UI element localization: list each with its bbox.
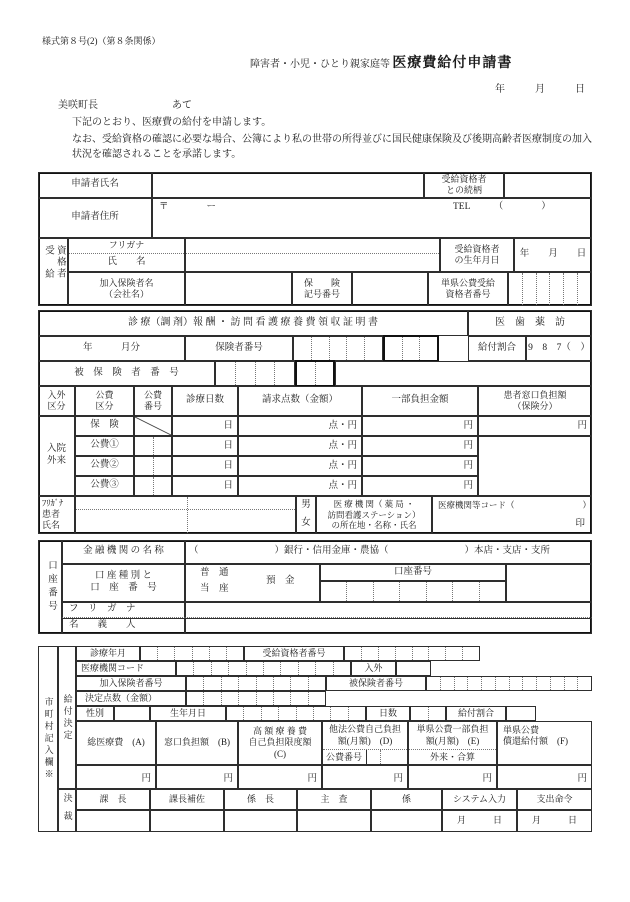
inout-row-label: 入院 外来 bbox=[38, 416, 75, 496]
digit-cell[interactable] bbox=[509, 677, 523, 690]
digit-cell[interactable] bbox=[263, 662, 280, 675]
digit-cell[interactable] bbox=[308, 692, 325, 705]
digit-cell[interactable] bbox=[280, 662, 297, 675]
digit-cell[interactable] bbox=[428, 707, 446, 720]
col-d-subrow: 公費番号 bbox=[323, 750, 407, 766]
row-kohi2-copay[interactable]: 円 bbox=[362, 456, 478, 476]
date-line[interactable]: 年 月 日 bbox=[495, 84, 585, 95]
digit-cell[interactable] bbox=[278, 707, 295, 720]
digit-cell[interactable] bbox=[522, 677, 536, 690]
col-e-value[interactable]: 円 bbox=[408, 765, 497, 789]
dotted-divider bbox=[187, 497, 188, 533]
col-inout-header: 入外 区分 bbox=[38, 386, 75, 416]
relation-label: 受給資格者 との続柄 bbox=[424, 172, 504, 198]
digit-cell[interactable] bbox=[467, 677, 481, 690]
provider-label: 医 療 機 関（ 薬 局 ・ 訪問看護ステーション） の所在地・名称・氏名 bbox=[316, 496, 432, 534]
digit-cell[interactable] bbox=[235, 362, 255, 385]
insurer-number-digits[interactable] bbox=[293, 336, 383, 361]
digit-cell[interactable] bbox=[440, 677, 454, 690]
digit-cell[interactable] bbox=[509, 273, 522, 305]
form-title bbox=[250, 55, 512, 73]
digit-cell[interactable] bbox=[402, 337, 420, 360]
digit-cell[interactable] bbox=[226, 647, 243, 660]
digit-cell[interactable] bbox=[452, 582, 478, 601]
col-f-value[interactable]: 円 bbox=[497, 765, 592, 789]
col-days-header: 診療日数 bbox=[172, 386, 238, 416]
sex-field2[interactable] bbox=[114, 706, 150, 721]
digit-cell[interactable] bbox=[203, 677, 220, 690]
digit-cell[interactable] bbox=[311, 337, 329, 360]
digit-cell[interactable] bbox=[462, 647, 479, 660]
col-d-header: 他法公費自己負担 額(月額) (D) 公費番号 bbox=[322, 721, 408, 765]
row-hoken-label: 保 険 bbox=[75, 416, 134, 436]
benefit-rate-value[interactable]: 9 8 7（ ） bbox=[526, 336, 592, 361]
account-type-toza[interactable]: 当 座 bbox=[200, 584, 229, 594]
service-month-digits[interactable] bbox=[140, 646, 244, 661]
sex-label2: 性別 bbox=[76, 706, 114, 721]
row-hoken-points[interactable]: 点・円 bbox=[238, 416, 362, 436]
col-a-value[interactable]: 円 bbox=[76, 765, 156, 789]
col-a-header: 総医療費 (A) bbox=[76, 721, 156, 765]
form-title-main: 医療費給付申請書 bbox=[392, 56, 513, 71]
digit-cell[interactable] bbox=[273, 677, 290, 690]
approval-col-kakaricho: 係 長 bbox=[224, 789, 297, 810]
kohi-number-digits[interactable] bbox=[366, 750, 393, 766]
digit-cell[interactable] bbox=[412, 647, 429, 660]
digit-cell[interactable] bbox=[333, 662, 350, 675]
provider-code-label2: 医療機関コード bbox=[76, 661, 176, 676]
pref-number-label: 単県公費受給 資格者番号 bbox=[428, 272, 508, 306]
row-kohi3-points[interactable]: 点・円 bbox=[238, 476, 362, 496]
digit-cell[interactable] bbox=[274, 362, 294, 385]
approval-stamp-cell[interactable] bbox=[76, 810, 150, 832]
digit-cell[interactable] bbox=[216, 362, 235, 385]
digit-cell[interactable] bbox=[364, 337, 382, 360]
digit-cell[interactable] bbox=[395, 647, 412, 660]
seal-mark: 印 bbox=[575, 519, 585, 530]
pref-number-digits[interactable] bbox=[508, 272, 592, 306]
digit-cell[interactable] bbox=[313, 707, 330, 720]
recipient-name-text: 氏 名 bbox=[107, 257, 146, 268]
insurer-number-label: 保険者番号 bbox=[185, 336, 293, 361]
certificate-category[interactable]: 医 歯 薬 訪 bbox=[468, 310, 592, 336]
row-kohi1-label: 公費① bbox=[75, 436, 134, 456]
digit-cell[interactable] bbox=[228, 662, 245, 675]
insurance-number-field[interactable] bbox=[352, 272, 428, 306]
insurer-number-label2: 加入保険者番号 bbox=[76, 676, 186, 691]
provider-field[interactable] bbox=[432, 496, 592, 534]
rate-field2[interactable] bbox=[506, 706, 536, 721]
days-digits[interactable] bbox=[410, 706, 446, 721]
insurer-number-digits-bold[interactable] bbox=[383, 335, 439, 362]
digit-cell[interactable] bbox=[321, 582, 346, 601]
relation-field[interactable] bbox=[504, 172, 592, 198]
digit-cell[interactable] bbox=[481, 677, 495, 690]
tel-label: TEL （ ） bbox=[453, 202, 551, 212]
col-e-subrow: 外来・合算 bbox=[429, 752, 475, 763]
digit-cell[interactable] bbox=[378, 647, 395, 660]
digit-cell[interactable] bbox=[345, 647, 361, 660]
decided-points-digits[interactable] bbox=[186, 691, 326, 706]
digit-cell[interactable] bbox=[221, 677, 238, 690]
account-type-field[interactable] bbox=[185, 564, 320, 602]
payment-order-date[interactable]: 月 日 bbox=[517, 810, 592, 832]
digit-cell[interactable] bbox=[221, 692, 238, 705]
applicant-address-field[interactable] bbox=[152, 198, 592, 238]
digit-cell[interactable] bbox=[238, 677, 255, 690]
digit-cell[interactable] bbox=[549, 273, 563, 305]
service-month-field[interactable]: 年 月分 bbox=[38, 336, 185, 361]
digit-cell[interactable] bbox=[495, 677, 509, 690]
holder-furigana-field[interactable] bbox=[185, 602, 592, 618]
approval-col-system: システム入力 bbox=[442, 789, 517, 810]
system-input-date[interactable]: 月 日 bbox=[442, 810, 517, 832]
digit-cell[interactable] bbox=[246, 662, 263, 675]
digit-cell[interactable] bbox=[385, 337, 402, 360]
birthdate-field[interactable]: 年 月 日 bbox=[514, 238, 592, 272]
col-d-value[interactable]: 円 bbox=[322, 765, 408, 789]
birthdate-label2: 生年月日 bbox=[150, 706, 226, 721]
row-kohi2-points[interactable]: 点・円 bbox=[238, 456, 362, 476]
col-b-header: 窓口負担額 (B) bbox=[156, 721, 238, 765]
approval-stamp-cell[interactable] bbox=[371, 810, 442, 832]
digit-cell[interactable] bbox=[227, 707, 243, 720]
account-side-label: 口座番号 bbox=[38, 540, 62, 634]
municipal-side-label: 市町村記入欄※ bbox=[38, 646, 58, 832]
approval-stamp-cell[interactable] bbox=[297, 810, 371, 832]
digit-cell[interactable] bbox=[536, 677, 550, 690]
approval-col-shusa: 主 査 bbox=[297, 789, 371, 810]
col-f-header: 単県公費 償還給付額 (F) bbox=[497, 721, 592, 765]
addressee-to: あて bbox=[172, 100, 192, 111]
row-hoken-copay[interactable]: 円 bbox=[362, 416, 478, 436]
digit-cell[interactable] bbox=[380, 750, 394, 766]
digit-cell[interactable] bbox=[141, 647, 157, 660]
digit-cell[interactable] bbox=[243, 707, 260, 720]
patient-name-label: ﾌﾘｶﾞﾅ 患者 氏名 bbox=[38, 496, 75, 534]
certificate-title: 診 療（調 剤）報 酬 ・ 訪 問 看 護 療 養 費 領 収 証 明 書 bbox=[38, 310, 468, 336]
holder-furigana-label: フ リ ガ ナ bbox=[62, 602, 185, 618]
digit-cell[interactable] bbox=[238, 692, 255, 705]
approval-col-kachohosa: 課長補佐 bbox=[150, 789, 224, 810]
approval-col-shishutsu: 支出命令 bbox=[517, 789, 592, 810]
account-type-futsu[interactable]: 普 通 bbox=[200, 568, 229, 578]
recipient-name-field[interactable] bbox=[185, 238, 440, 272]
digit-cell[interactable] bbox=[550, 677, 564, 690]
insured-number-digits[interactable] bbox=[215, 361, 295, 386]
col-c-header: 高 額 療 養 費 自己負担限度額 (C) bbox=[238, 721, 322, 765]
days-label2: 日数 bbox=[366, 706, 410, 721]
digit-cell[interactable] bbox=[419, 337, 437, 360]
applicant-address-label: 申請者住所 bbox=[38, 198, 152, 238]
digit-cell[interactable] bbox=[273, 692, 290, 705]
digit-cell[interactable] bbox=[308, 677, 325, 690]
bank-name-field[interactable]: （ ）銀行・信用金庫・農協（ ）本店・支店・支所 bbox=[185, 540, 592, 564]
digit-cell[interactable] bbox=[315, 662, 332, 675]
row-kohi2-days[interactable]: 日 bbox=[172, 456, 238, 476]
applicant-name-field[interactable] bbox=[152, 172, 424, 198]
recipient-name-label bbox=[68, 238, 185, 272]
digit-cell[interactable] bbox=[522, 273, 536, 305]
deposit-label: 預 金 bbox=[266, 576, 295, 586]
digit-cell[interactable] bbox=[454, 677, 468, 690]
digit-cell[interactable] bbox=[428, 647, 445, 660]
insurance-number-label: 保 険 記号番号 bbox=[292, 272, 352, 306]
col-copay-header: 一部負担金額 bbox=[362, 386, 478, 416]
digit-cell[interactable] bbox=[577, 677, 591, 690]
row-hoken-window[interactable]: 円 bbox=[478, 416, 592, 436]
recipient-number-digits[interactable] bbox=[344, 646, 480, 661]
row-hoken-days[interactable]: 日 bbox=[172, 416, 238, 436]
patient-name-field[interactable] bbox=[75, 496, 296, 534]
dotted-divider bbox=[135, 457, 154, 475]
decided-points-label: 決定点数（金額） bbox=[76, 691, 186, 706]
col-kohi-header: 公費 区分 bbox=[75, 386, 134, 416]
digit-cell[interactable] bbox=[211, 662, 228, 675]
digit-cell[interactable] bbox=[563, 273, 577, 305]
digit-cell[interactable] bbox=[187, 692, 203, 705]
digit-cell[interactable] bbox=[174, 647, 191, 660]
digit-cell[interactable] bbox=[348, 707, 365, 720]
form-title-prefix: 障害者・小児・ひとり親家庭等 bbox=[250, 59, 390, 70]
provider-code-label: 医療機関等コード（ ） bbox=[438, 500, 592, 510]
applicant-name-label: 申請者氏名 bbox=[38, 172, 152, 198]
recipient-number-label2: 受給資格者番号 bbox=[244, 646, 344, 661]
account-number-spacer bbox=[506, 564, 592, 602]
row-kohi3-copay[interactable]: 円 bbox=[362, 476, 478, 496]
insured-number-spacer bbox=[335, 361, 592, 386]
dotted-divider bbox=[135, 437, 154, 455]
holder-name-field[interactable] bbox=[185, 618, 592, 634]
furigana-divider bbox=[76, 509, 295, 510]
col-points-header: 請求点数（金額） bbox=[238, 386, 362, 416]
postal-mark: 〒 ー bbox=[159, 202, 217, 212]
approval-stamp-cell[interactable] bbox=[150, 810, 224, 832]
declaration-1: 下記のとおり、医療費の給付を申請します。 bbox=[72, 117, 272, 128]
insured-number-digits-bold[interactable] bbox=[295, 360, 335, 387]
insured-number-digits2[interactable] bbox=[426, 676, 592, 691]
digit-cell[interactable] bbox=[411, 707, 428, 720]
insurer-number-digits2[interactable] bbox=[186, 676, 326, 691]
digit-cell[interactable] bbox=[290, 692, 307, 705]
digit-cell[interactable] bbox=[187, 677, 203, 690]
col-kohino-header: 公費 番号 bbox=[134, 386, 172, 416]
digit-cell[interactable] bbox=[193, 662, 210, 675]
approval-side-label: 決裁 bbox=[58, 789, 76, 832]
digit-cell[interactable] bbox=[297, 362, 315, 385]
holder-name-label: 名 義 人 bbox=[62, 618, 185, 634]
digit-cell[interactable] bbox=[256, 692, 273, 705]
digit-cell[interactable] bbox=[346, 337, 364, 360]
benefit-decision-label: 給付決定 bbox=[58, 646, 76, 789]
row-kohi1-days[interactable]: 日 bbox=[172, 436, 238, 456]
recipient-side-label: 受給 資格者 bbox=[38, 238, 68, 306]
approval-col-kakari: 係 bbox=[371, 789, 442, 810]
approval-col-kacho: 課 長 bbox=[76, 789, 150, 810]
digit-cell[interactable] bbox=[564, 677, 578, 690]
digit-cell[interactable] bbox=[577, 273, 591, 305]
account-number-header: 口座番号 bbox=[320, 564, 506, 581]
dotted-divider bbox=[135, 477, 154, 495]
insurer-name-label: 加入保険者名 （会社名） bbox=[68, 272, 185, 306]
row-hoken-kohino bbox=[134, 416, 172, 436]
account-type-label: 口 座 種 別 と 口 座 番 号 bbox=[62, 564, 185, 602]
digit-cell[interactable] bbox=[177, 662, 193, 675]
digit-cell[interactable] bbox=[315, 362, 334, 385]
digit-cell[interactable] bbox=[192, 647, 209, 660]
birthdate-digits[interactable] bbox=[226, 706, 366, 721]
digit-cell[interactable] bbox=[298, 662, 315, 675]
digit-cell[interactable] bbox=[261, 707, 278, 720]
sex-field[interactable]: 男 女 bbox=[296, 496, 316, 534]
benefit-rate-label: 給付割合 bbox=[468, 336, 526, 361]
provider-code-digits[interactable] bbox=[176, 661, 351, 676]
row-kohi3-days[interactable]: 日 bbox=[172, 476, 238, 496]
furigana-divider bbox=[186, 253, 439, 254]
inout-field2[interactable] bbox=[396, 661, 431, 676]
insurer-name-field[interactable] bbox=[185, 272, 292, 306]
recipient-furigana-label: フリガナ bbox=[69, 239, 184, 254]
service-month-label2: 診療年月 bbox=[76, 646, 140, 661]
inout-label2: 入外 bbox=[351, 661, 396, 676]
digit-cell[interactable] bbox=[373, 582, 399, 601]
digit-cell[interactable] bbox=[399, 582, 425, 601]
digit-cell[interactable] bbox=[203, 692, 220, 705]
insured-number-label2: 被保険者番号 bbox=[326, 676, 426, 691]
row-kohi1-kohino[interactable] bbox=[134, 436, 172, 456]
digit-cell[interactable] bbox=[329, 337, 347, 360]
digit-cell[interactable] bbox=[209, 647, 226, 660]
col-window-header: 患者窓口負担額 （保険分） bbox=[478, 386, 592, 416]
digit-cell[interactable] bbox=[255, 362, 275, 385]
digit-cell[interactable] bbox=[294, 337, 311, 360]
digit-cell[interactable] bbox=[361, 647, 378, 660]
digit-cell[interactable] bbox=[290, 677, 307, 690]
digit-cell[interactable] bbox=[536, 273, 550, 305]
bank-name-label: 金 融 機 関 の 名 称 bbox=[62, 540, 185, 564]
digit-cell[interactable] bbox=[426, 582, 452, 601]
addressee: 美咲町長 bbox=[58, 100, 98, 111]
form-number: 様式第８号(2)（第８条関係） bbox=[42, 36, 161, 46]
row-kohi2-kohino[interactable] bbox=[134, 456, 172, 476]
digit-cell[interactable] bbox=[330, 707, 347, 720]
insured-number-label: 被 保 険 者 番 号 bbox=[38, 361, 215, 386]
digit-cell[interactable] bbox=[256, 677, 273, 690]
col-b-value[interactable]: 円 bbox=[156, 765, 238, 789]
row-kohi1-points[interactable]: 点・円 bbox=[238, 436, 362, 456]
digit-cell[interactable] bbox=[427, 677, 440, 690]
digit-cell[interactable] bbox=[367, 750, 380, 766]
digit-cell[interactable] bbox=[296, 707, 313, 720]
digit-cell[interactable] bbox=[346, 582, 372, 601]
birthdate-label: 受給資格者 の生年月日 bbox=[440, 238, 514, 272]
digit-cell[interactable] bbox=[157, 647, 174, 660]
approval-stamp-cell[interactable] bbox=[224, 810, 297, 832]
row-kohi3-label: 公費③ bbox=[75, 476, 134, 496]
row-kohi3-kohino[interactable] bbox=[134, 476, 172, 496]
col-e-header: 単県公費一部負担 額(月額) (E) 外来・合算 bbox=[408, 721, 497, 765]
row-kohi2-label: 公費② bbox=[75, 456, 134, 476]
row-kohi1-copay[interactable]: 円 bbox=[362, 436, 478, 456]
window-merged-cell[interactable] bbox=[478, 436, 592, 496]
declaration-2: なお、受給資格の確認に必要な場合、公簿により私の世帯の所得並びに国民健康保険及び後期高齢者医療制度の加入状況を確認されることを承諾します。 bbox=[72, 134, 592, 160]
col-c-value[interactable]: 円 bbox=[238, 765, 322, 789]
rate-label2: 給付割合 bbox=[446, 706, 506, 721]
account-number-digits[interactable] bbox=[320, 581, 506, 602]
digit-cell[interactable] bbox=[445, 647, 462, 660]
digit-cell[interactable] bbox=[479, 582, 505, 601]
